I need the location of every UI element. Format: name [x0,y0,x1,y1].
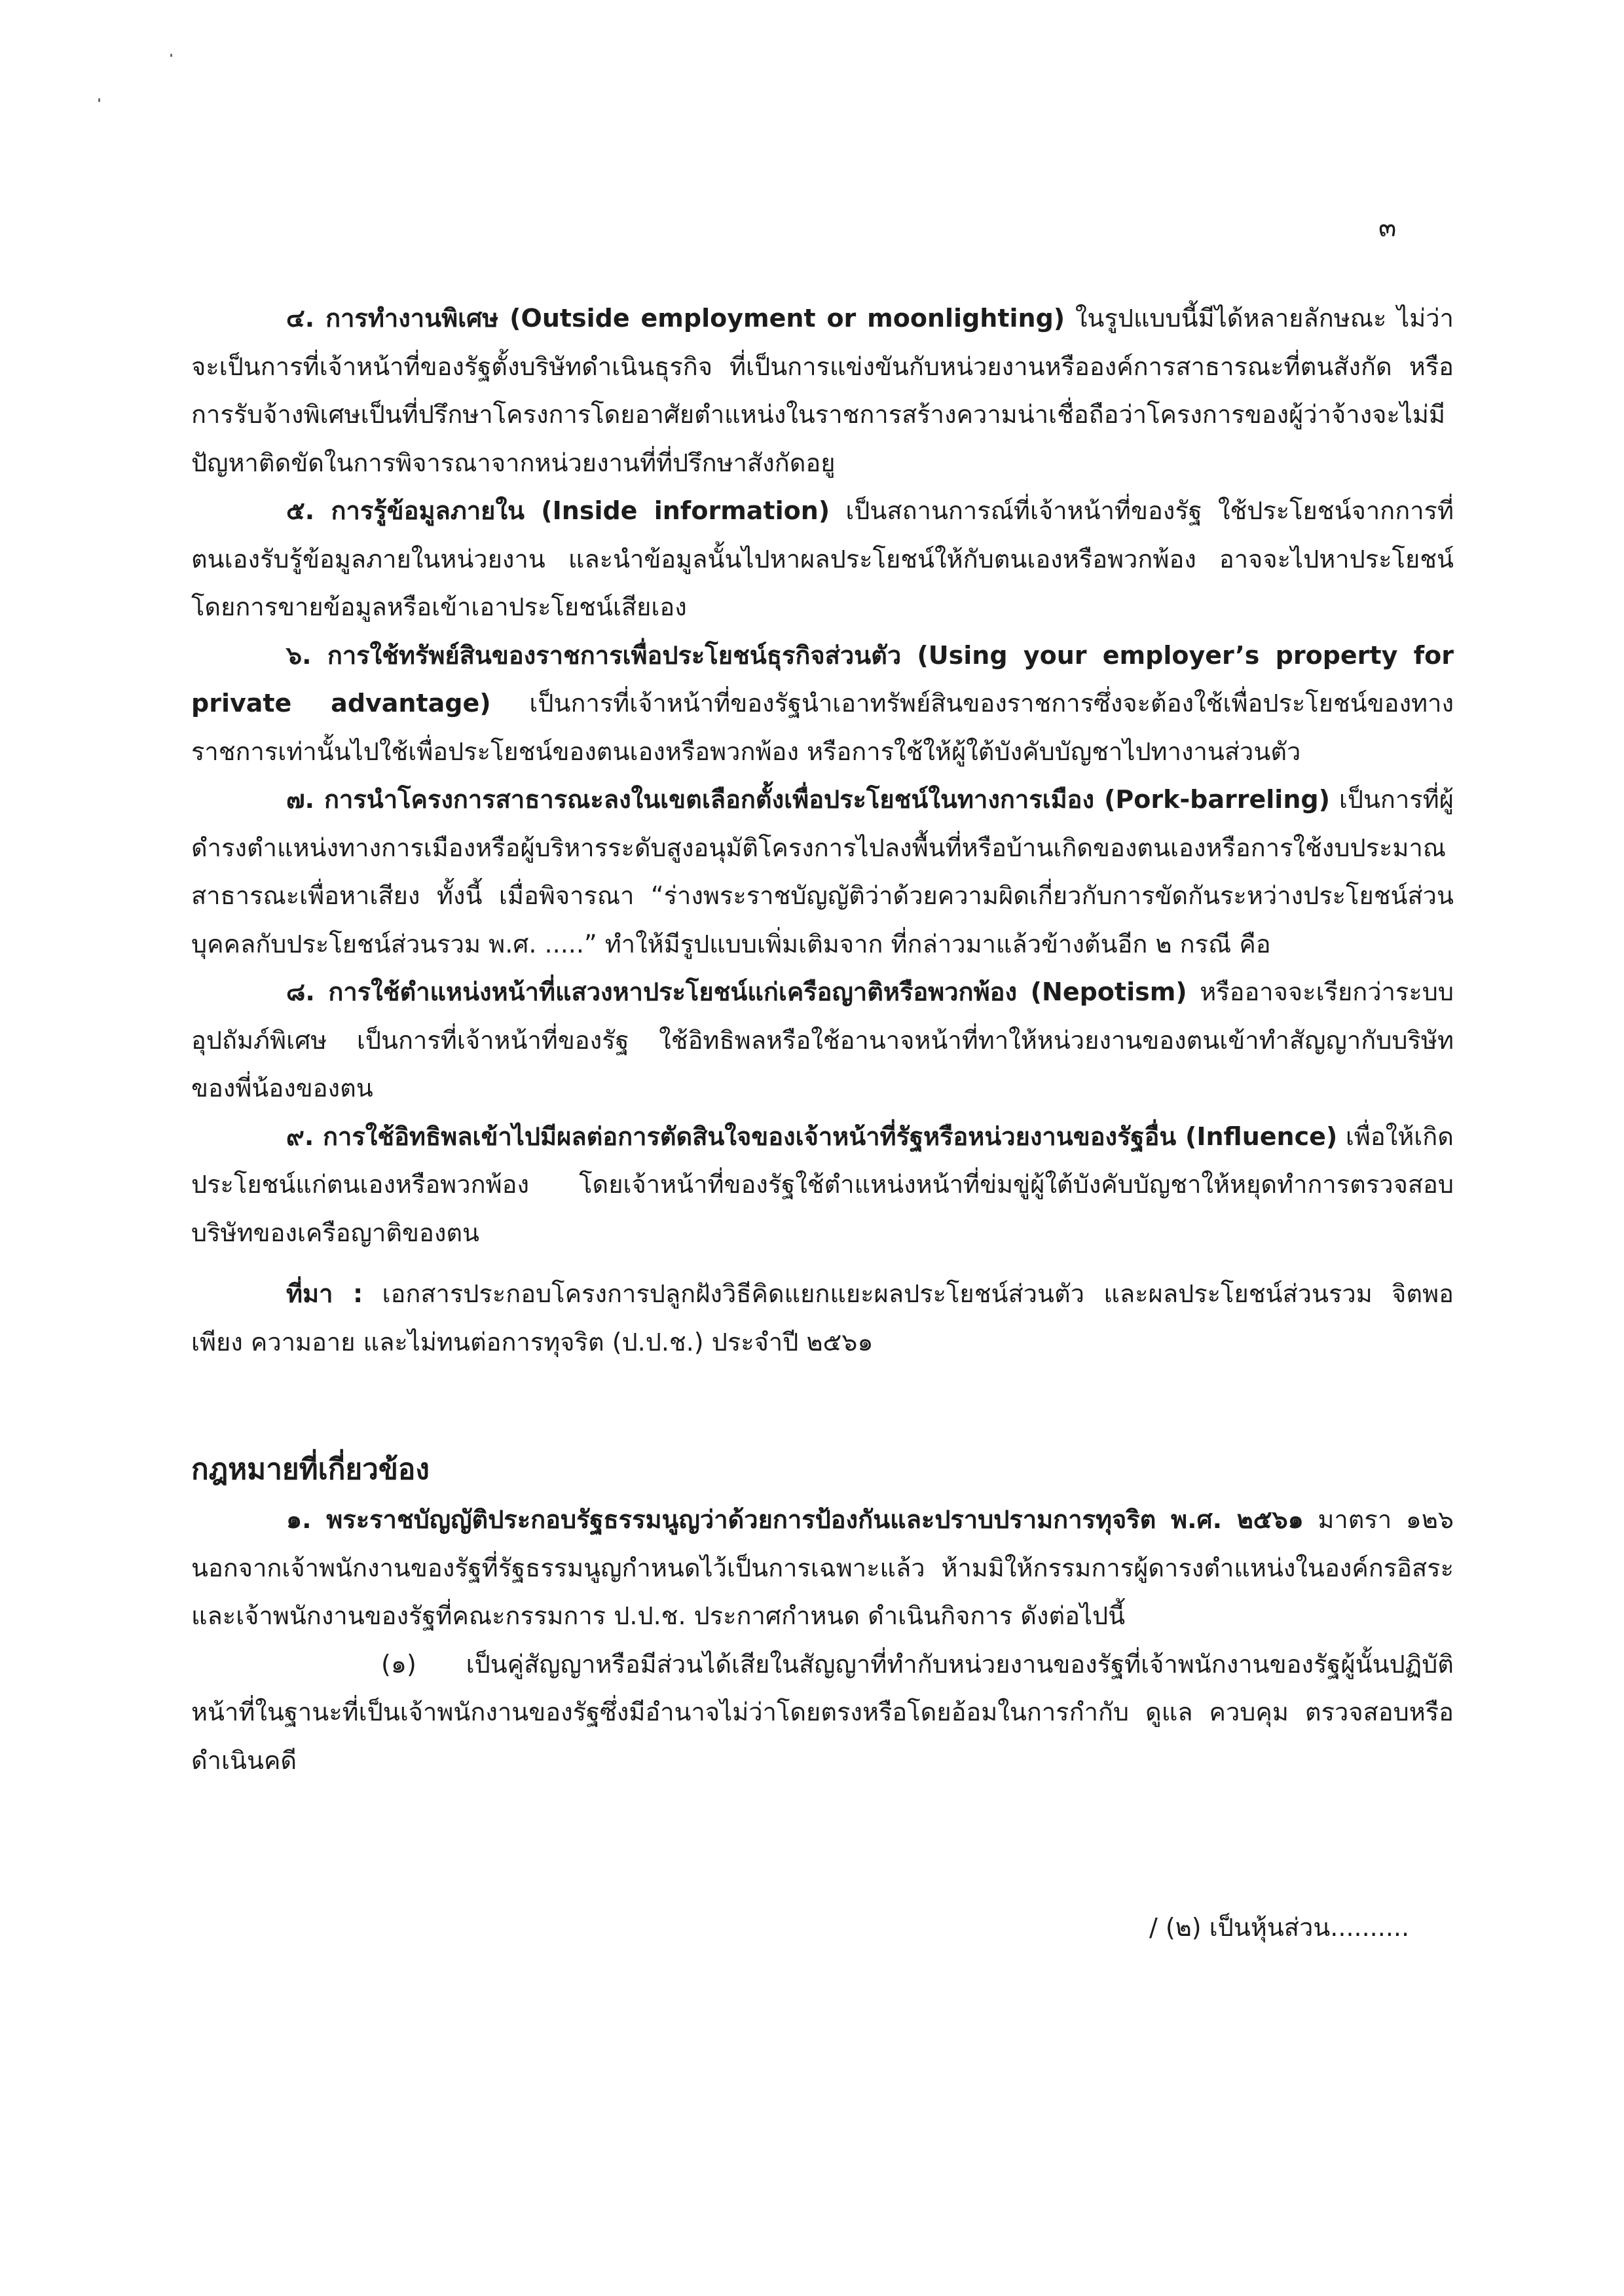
item-body: เพื่อให้เกิดประโยชน์แก่ตนเองหรือพวกพ้อง โดยเจ้าหน้าที่ของรัฐใช้ตำแหน่งหน้าที่ข่มขู่ผู้ใต้บังคับบัญชาให้หยุดทำการตรวจสอบบริษัทของเครือญาติของตน [191,1121,1454,1247]
item-body: หรืออาจจะเรียกว่าระบบอุปถัมภ์พิเศษ เป็นการที่เจ้าหน้าที่ของรัฐ ใช้อิทธิพลหรือใช้อานาจหน้าที่ทาให้หน่วยงานของตนเข้าทำสัญญากับบริษัทของพี่น้องของตน [191,977,1454,1102]
section-title-related-laws: กฎหมายที่เกี่ยวข้อง [191,1453,430,1486]
item-body: เป็นสถานการณ์ที่เจ้าหน้าที่ของรัฐ ใช้ประโยชน์จากการที่ตนเองรับรู้ข้อมูลภายในหน่วยงาน และนำข้อมูลนั้นไปหาผลประโยชน์ให้กับตนเองหรือพวกพ้อง อาจจะไปหาประโยชน์โดยการขายข้อมูลหรือเข้าเอาประโยชน์เสียเอง [191,496,1454,621]
scan-speck [98,98,100,102]
item-heading: ๔. การทำงานพิเศษ (Outside employment or moonlighting) [286,304,1065,333]
law-clause-1: (๑) เป็นคู่สัญญาหรือมีส่วนได้เสียในสัญญาที่ทำกับหน่วยงานของรัฐที่เจ้าพนักงานของรัฐผู้นั้นปฏิบัติหน้าที่ในฐานะที่เป็นเจ้าพนักงานของรัฐซึ่งมีอำนาจไม่ว่าโดยตรงหรือโดยอ้อมในการกำกับ ดูแล ควบคุม ตรวจสอบหรือดำเนินคดี [191,1649,1454,1775]
item-heading: ๖. การใช้ทรัพย์สินของราชการเพื่อประโยชน์ธุรกิจส่วนตัว (Using your employer’s property for private advantage) [191,640,1454,718]
item-heading: ๘. การใช้ตำแหน่งหน้าที่แสวงหาประโยชน์แก่เครือญาติหรือพวกพ้อง (Nepotism) [286,977,1187,1006]
source-text: เอกสารประกอบโครงการปลูกฝังวิธีคิดแยกแยะผลประโยชน์ส่วนตัว และผลประโยชน์ส่วนรวม จิตพอเพียง ความอาย และไม่ทนต่อการทุจริต (ป.ป.ช.) ประจำปี ๒๕๖๑ [191,1279,1454,1357]
source-note [191,1270,1454,1366]
item-body: เป็นการที่เจ้าหน้าที่ของรัฐนำเอาทรัพย์สินของราชการซึ่งจะต้องใช้เพื่อประโยชน์ของทางราชการเท่านั้นไปใช้เพื่อประโยชน์ของตนเองหรือพวกพ้อง หรือการใช้ให้ผู้ใต้บังคับบัญชาไปทางานส่วนตัว [191,689,1454,766]
item-heading: ๗. การนำโครงการสาธารณะลงในเขตเลือกตั้งเพื่อประโยชน์ในทางการเมือง (Pork-barreling) [286,785,1330,814]
item-inside-information [191,487,1454,632]
item-pork-barreling [191,776,1454,968]
item-outside-employment [191,295,1454,487]
source-label: ที่มา : [286,1279,363,1308]
item-heading: ๕. การรู้ข้อมูลภายใน (Inside information) [286,496,830,525]
item-heading: ๙. การใช้อิทธิพลเข้าไปมีผลต่อการตัดสินใจของเจ้าหน้าที่รัฐหรือหน่วยงานของรัฐอื่น (Influence) [286,1121,1338,1151]
law-anti-corruption-act [191,1496,1454,1641]
document-body [191,295,1454,1785]
item-influence [191,1113,1454,1258]
item-body: เป็นการที่ผู้ดำรงตำแหน่งทางการเมืองหรือผู้บริหารระดับสูงอนุมัติโครงการไปลงพื้นที่หรือบ้านเกิดของตนเองหรือการใช้งบประมาณสาธารณะเพื่อหาเสียง ทั้งนี้ เมื่อพิจารณา “ร่างพระราชบัญญัติว่าด้วยความผิดเกี่ยวกับการขัดกันระหว่างประโยชน์ส่วนบุคคลกับประโยชน์ส่วนรวม พ.ศ. .....” ทำให้มีรูปแบบเพิ่มเติมจาก ที่กล่าวมาแล้วข้างต้นอีก ๒ กรณี คือ [191,785,1454,958]
continuation-note: / (๒) เป็นหุ้นส่วน.......... [1149,1913,1410,1942]
item-nepotism [191,968,1454,1113]
law-heading: ๑. พระราชบัญญัติประกอบรัฐธรรมนูญว่าด้วยการป้องกันและปราบปรามการทุจริต พ.ศ. ๒๕๖๑ [286,1505,1304,1534]
scan-speck [170,54,172,57]
page-number: ๓ [1378,213,1397,243]
item-body: ในรูปแบบนี้มีได้หลายลักษณะ ไม่ว่าจะเป็นการที่เจ้าหน้าที่ของรัฐตั้งบริษัทดำเนินธุรกิจ ที่เป็นการแข่งขันกับหน่วยงานหรือองค์การสาธารณะที่ตนสังกัด หรือการรับจ้างพิเศษเป็นที่ปรึกษาโครงการโดยอาศัยตำแหน่งในราชการสร้างความน่าเชื่อถือว่าโครงการของผู้ว่าจ้างจะไม่มีปัญหาติดขัดในการพิจารณาจากหน่วยงานที่ที่ปรึกษาสังกัดอยู [191,304,1454,477]
law-body: มาตรา ๑๒๖ นอกจากเจ้าพนักงานของรัฐที่รัฐธรรมนูญกำหนดไว้เป็นการเฉพาะแล้ว ห้ามมิให้กรรมการผู้ดารงตำแหน่งในองค์กรอิสระ และเจ้าพนักงานของรัฐที่คณะกรรมการ ป.ป.ช. ประกาศกำหนด ดำเนินกิจการ ดังต่อไปนี้ [191,1505,1454,1630]
item-employer-property [191,632,1454,776]
